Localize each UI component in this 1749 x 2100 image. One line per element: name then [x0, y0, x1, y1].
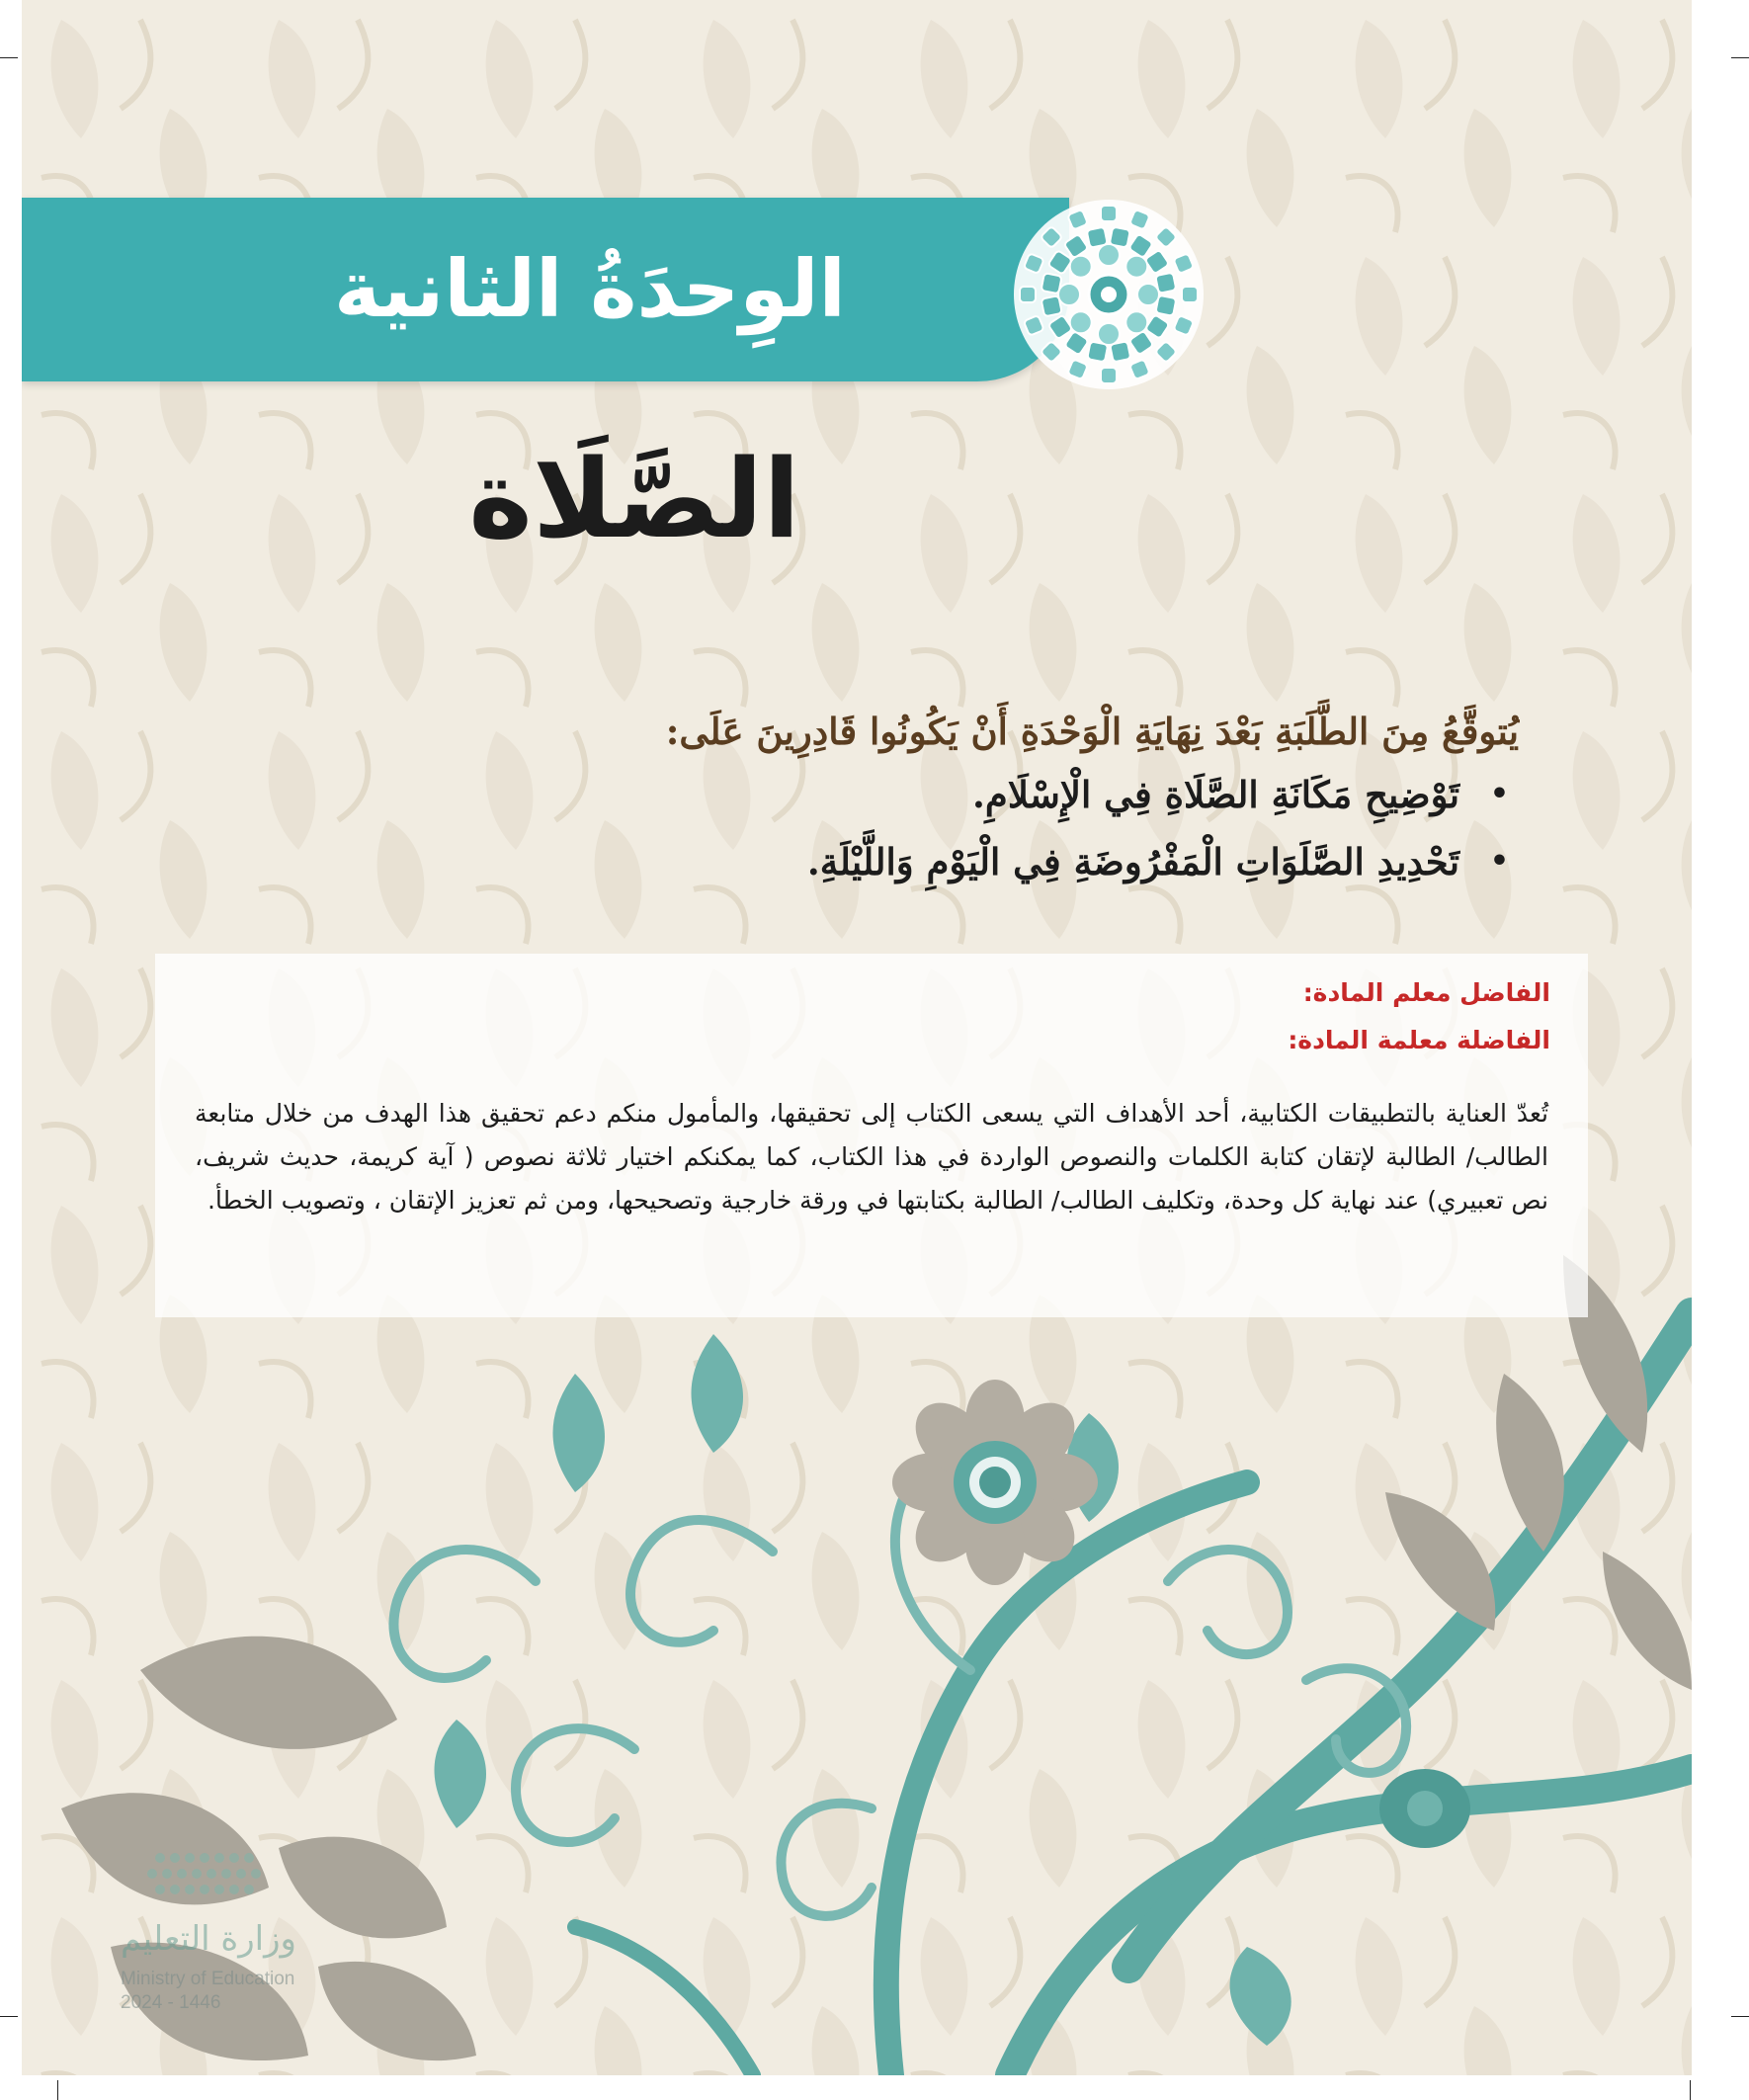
crop-mark	[0, 57, 18, 58]
objective-text: تَوْضِيحِ مَكَانَةِ الصَّلَاةِ فِي الْإِسْلَامِ.	[972, 773, 1459, 816]
note-greeting-female: الفاضلة معلمة المادة:	[1288, 1026, 1550, 1054]
note-body-text: تُعدّ العناية بالتطبيقات الكتابية، أحد الأهداف التي يسعى الكتاب إلى تحقيقها، والمأمول منكم دعم تحقيق هذا الهدف من خلال متابعة الطالب/ الطالبة لإتقان كتابة الكلمات والنصوص الواردة في هذا الكتاب، كما يمكنكم اختيار ثلاثة نصوص ( آية كريمة، حديث شريف، نص تعبيري) عند نهاية كل وحدة، وتكليف الطالب/ الطالبة بكتابتها في ورقة خارجية وتصحيحها، ومن ثم تعزيز الإتقان ، وتصويب الخطأ.	[195, 1099, 1548, 1215]
crop-mark	[1731, 57, 1749, 58]
crop-mark	[1731, 2016, 1749, 2017]
lesson-title: الصَّلَاة	[468, 436, 800, 562]
rosette-ornament-icon	[1010, 196, 1208, 393]
crop-mark	[0, 2016, 18, 2017]
teacher-note-box	[155, 954, 1588, 1317]
ministry-year: 2024 - 1446	[121, 1992, 221, 2013]
objective-text: تَحْدِيدِ الصَّلَوَاتِ الْمَفْرُوضَةِ فِي الْيَوْمِ وَاللَّيْلَةِ.	[806, 840, 1459, 883]
note-greeting-male: الفاضل معلم المادة:	[1302, 978, 1550, 1007]
objectives-list	[318, 761, 1519, 895]
objectives-intro: يُتوقَّعُ مِنَ الطَّلَبَةِ بَعْدَ نِهَايَةِ الْوَحْدَةِ أَنْ يَكُونُوا قَادِرِينَ عَلَى:	[665, 710, 1519, 753]
list-item	[318, 761, 1509, 828]
crop-mark	[57, 2080, 58, 2100]
ministry-name-ar: وزارة التعليم	[121, 1919, 296, 1959]
ministry-name-en: Ministry of Education	[121, 1969, 295, 1989]
list-item	[318, 828, 1509, 895]
crop-mark	[1690, 2080, 1691, 2100]
unit-title: الوِحدَةُ الثانية	[334, 243, 846, 335]
ministry-emblem-icon	[91, 1828, 338, 1917]
learning-objectives	[318, 702, 1519, 895]
book-page	[22, 0, 1692, 2075]
bullet-icon: •	[1489, 844, 1509, 879]
bullet-icon: •	[1489, 777, 1509, 811]
ministry-logo	[91, 1828, 338, 2013]
